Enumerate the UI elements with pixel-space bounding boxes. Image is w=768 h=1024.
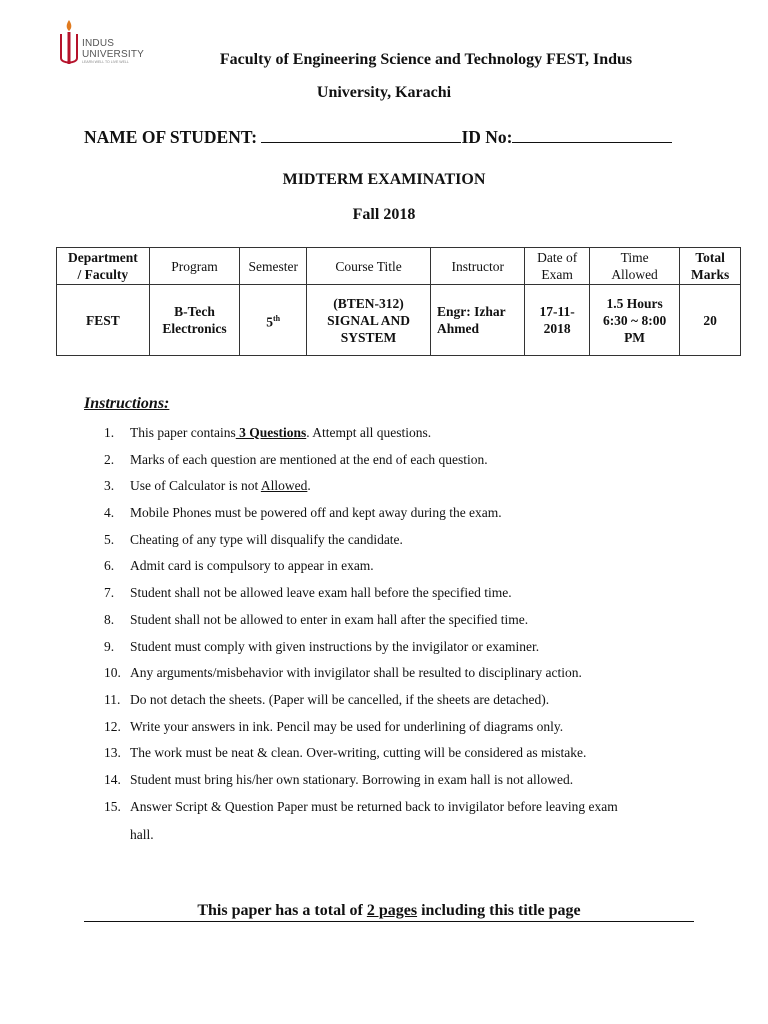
exam-info-table xyxy=(56,247,741,356)
list-item: 7. Student shall not be allowed leave exam hall before the specified time. xyxy=(104,585,512,601)
name-blank[interactable] xyxy=(261,126,461,143)
list-item: 8. Student shall not be allowed to enter in exam hall after the specified time. xyxy=(104,611,529,627)
header-date: Date of Exam xyxy=(525,248,590,285)
logo-line1: INDUS xyxy=(82,38,115,49)
list-item: 11. Do not detach the sheets. (Paper will be cancelled, if the sheets are detached). xyxy=(104,691,550,707)
exam-term: Fall 2018 xyxy=(352,206,416,223)
id-label: ID No: xyxy=(461,127,513,147)
header-course: Course Title xyxy=(307,248,431,285)
list-item: 5. Cheating of any type will disqualify the candidate. xyxy=(104,531,403,547)
header-program: Program xyxy=(149,248,240,285)
table-header-row xyxy=(57,248,741,285)
cell-program: B-Tech Electronics xyxy=(149,285,240,356)
page-count-note: This paper has a total of 2 pages including this title page xyxy=(84,902,694,922)
list-item: 14. Student must bring his/her own stationary. Borrowing in exam hall is not allowed. xyxy=(104,771,574,787)
table-row xyxy=(57,285,741,356)
student-info-line xyxy=(84,126,672,148)
list-item: 4. Mobile Phones must be powered off and kept away during the exam. xyxy=(104,505,502,521)
header-department: Department / Faculty xyxy=(57,248,150,285)
logo-tagline: LEARN WELL TO LIVE WELL xyxy=(82,60,129,64)
list-item: 2. Marks of each question are mentioned at the end of each question. xyxy=(104,451,488,467)
list-item: 6. Admit card is compulsory to appear in exam. xyxy=(104,558,374,574)
list-item: 13. The work must be neat & clean. Over-writing, cutting will be considered as mistake. xyxy=(104,745,587,761)
header-instructor: Instructor xyxy=(431,248,525,285)
cell-marks: 20 xyxy=(680,285,741,356)
id-blank[interactable] xyxy=(512,126,672,143)
header-semester: Semester xyxy=(240,248,307,285)
list-item: 3. Use of Calculator is not Allowed. xyxy=(104,478,311,494)
cell-instructor: Engr: Izhar Ahmed xyxy=(431,285,525,356)
list-item: 12. Write your answers in ink. Pencil may be used for underlining of diagrams only. xyxy=(104,718,564,734)
university-heading: University, Karachi xyxy=(316,84,452,101)
cell-semester: 5th xyxy=(240,285,307,356)
instructions-list xyxy=(84,424,704,855)
list-item: 10. Any arguments/misbehavior with invigilator shall be resulted to disciplinary action. xyxy=(104,665,582,681)
header-marks: Total Marks xyxy=(680,248,741,285)
instructions-heading: Instructions: xyxy=(84,395,170,412)
exam-title: MIDTERM EXAMINATION xyxy=(282,171,486,188)
list-item: 9. Student must comply with given instructions by the invigilator or examiner. xyxy=(104,638,540,654)
cell-date: 17-11- 2018 xyxy=(525,285,590,356)
header-time: Time Allowed xyxy=(589,248,679,285)
name-label: NAME OF STUDENT: xyxy=(84,127,258,147)
cell-department: FEST xyxy=(57,285,150,356)
cell-time: 1.5 Hours 6:30 ~ 8:00 PM xyxy=(589,285,679,356)
list-item: 1. This paper contains 3 Questions. Attempt all questions. xyxy=(104,425,432,440)
logo-line2: UNIVERSITY xyxy=(82,49,145,60)
faculty-heading: Faculty of Engineering Science and Technology FEST, Indus xyxy=(219,51,633,68)
list-item: 15. Answer Script & Question Paper must be returned back to invigilator before leaving exam hall. xyxy=(104,798,618,842)
cell-course: (BTEN-312) SIGNAL AND SYSTEM xyxy=(307,285,431,356)
